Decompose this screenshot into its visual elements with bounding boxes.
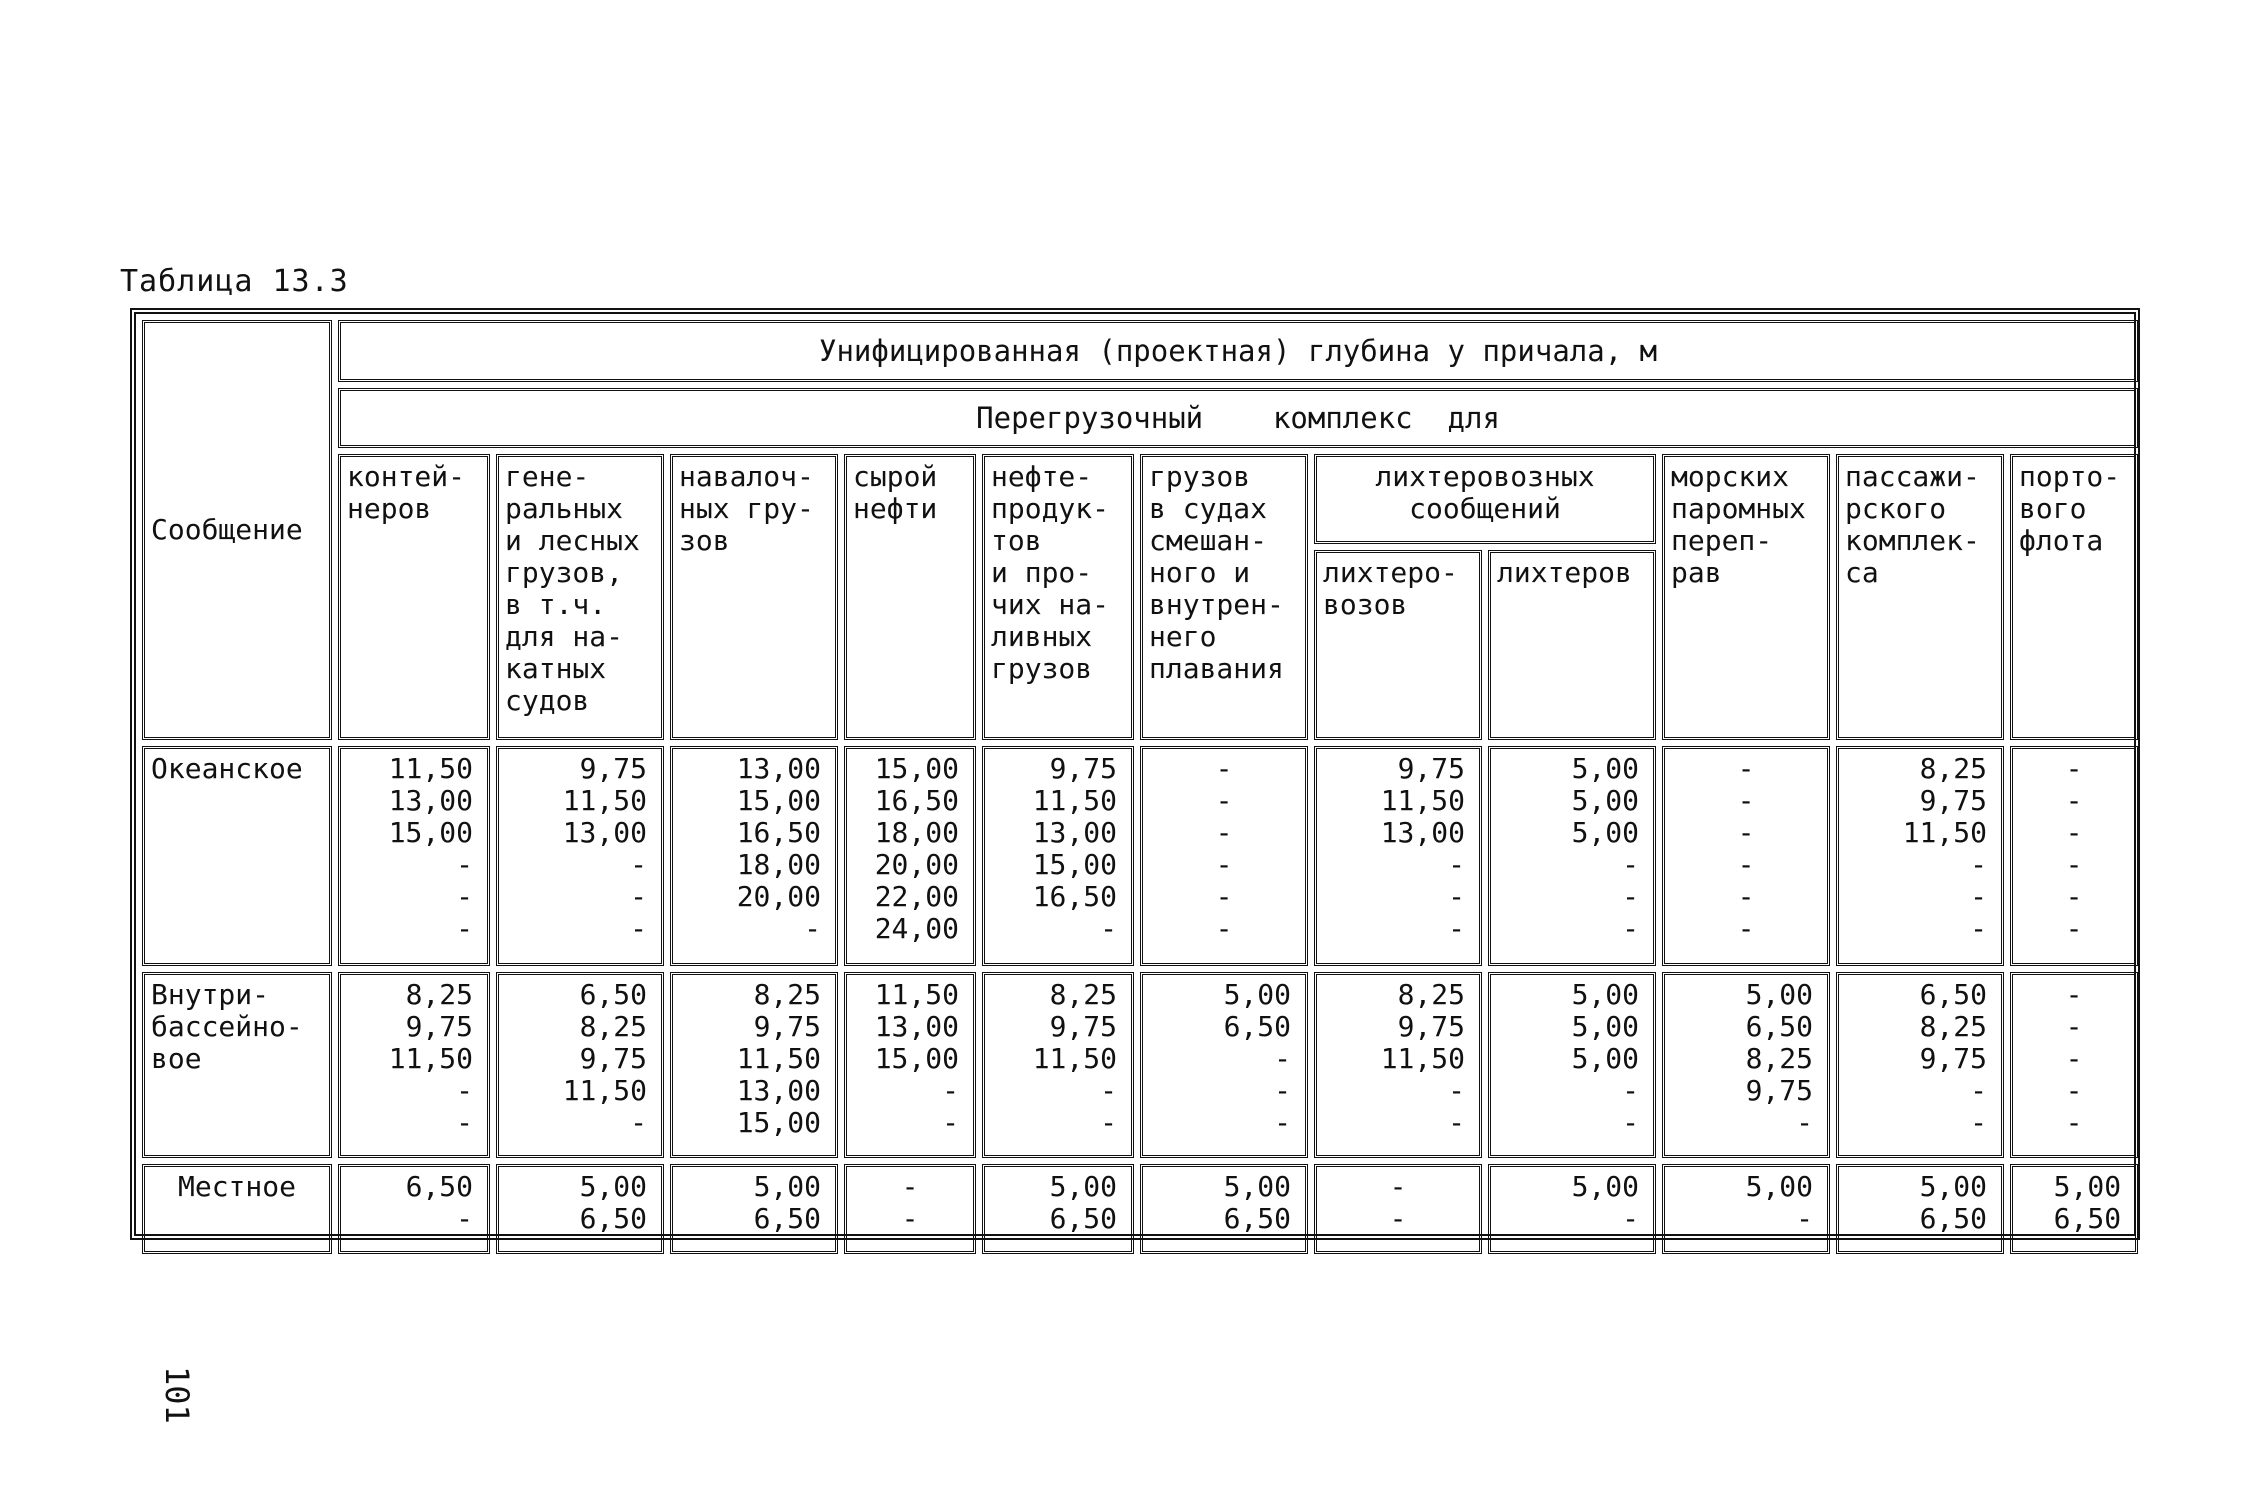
table-cell: 15,00 16,50 18,00 20,00 22,00 24,00 — [844, 746, 976, 966]
col-header-ferry: морских паромных переп- рав — [1662, 454, 1830, 740]
table-cell: - - — [844, 1164, 976, 1254]
subgroup-title: Перегрузочный комплекс для — [338, 388, 2138, 448]
table-cell: 8,25 9,75 11,50 - - — [982, 972, 1134, 1158]
table-cell: 5,00 6,50 — [1836, 1164, 2004, 1254]
table-cell: - - - - - — [2010, 972, 2138, 1158]
table-cell: 5,00 - — [1662, 1164, 1830, 1254]
col-header-containers: контей- неров — [338, 454, 490, 740]
table-cell: 8,25 9,75 11,50 - - — [1314, 972, 1482, 1158]
col-header-port-fleet: порто- вого флота — [2010, 454, 2138, 740]
col-header-lighter-carriers: лихтеро- возов — [1314, 550, 1482, 740]
table-cell: 8,25 9,75 11,50 - - — [338, 972, 490, 1158]
table-row — [142, 972, 2138, 1158]
group-title: Унифицированная (проектная) глубина у причала, м — [338, 320, 2138, 382]
table-cell: 9,75 11,50 13,00 - - - — [1314, 746, 1482, 966]
table-caption: Таблица 13.3 — [120, 264, 349, 299]
table-cell: 6,50 8,25 9,75 11,50 - — [496, 972, 664, 1158]
table-cell: - - — [1314, 1164, 1482, 1254]
col-header-crude-oil: сырой нефти — [844, 454, 976, 740]
table-cell: - - - - - - — [1140, 746, 1308, 966]
table-cell: 5,00 - — [1488, 1164, 1656, 1254]
row-name-local: Местное — [142, 1164, 332, 1254]
table-cell: 5,00 6,50 — [2010, 1164, 2138, 1254]
col-header-general-cargo: гене- ральных и лесных грузов, в т.ч. для на- катных судов — [496, 454, 664, 740]
table-cell: - - - - - - — [2010, 746, 2138, 966]
depth-table — [136, 314, 2144, 1260]
col-header-oil-products: нефте- продук- тов и про- чих на- ливных грузов — [982, 454, 1134, 740]
table-row — [142, 1164, 2138, 1254]
table-cell: 8,25 9,75 11,50 13,00 15,00 — [670, 972, 838, 1158]
row-name-intrabasin: Внутри- бассейно- вое — [142, 972, 332, 1158]
col-header-bulk: навалоч- ных гру- зов — [670, 454, 838, 740]
table-cell: 8,25 9,75 11,50 - - - — [1836, 746, 2004, 966]
table-cell: 6,50 - — [338, 1164, 490, 1254]
row-header-label: Сообщение — [142, 320, 332, 740]
table-cell: 9,75 11,50 13,00 15,00 16,50 - — [982, 746, 1134, 966]
table-cell: 5,00 5,00 5,00 - - - — [1488, 746, 1656, 966]
table-cell: 11,50 13,00 15,00 - - - — [338, 746, 490, 966]
table-cell: - - - - - - — [1662, 746, 1830, 966]
row-name-ocean: Океанское — [142, 746, 332, 966]
col-header-mixed-navigation: грузов в судах смешан- ного и внутрен- него плавания — [1140, 454, 1308, 740]
table-cell: 6,50 8,25 9,75 - - — [1836, 972, 2004, 1158]
col-header-lighters: лихтеров — [1488, 550, 1656, 740]
table-cell: 5,00 6,50 8,25 9,75 - — [1662, 972, 1830, 1158]
page-number: 101 — [158, 1366, 196, 1424]
col-header-passenger: пассажи- рского комплек- са — [1836, 454, 2004, 740]
table-cell: 9,75 11,50 13,00 - - - — [496, 746, 664, 966]
table-cell: 5,00 6,50 — [982, 1164, 1134, 1254]
col-header-lighter-group: лихтеровозных сообщений — [1314, 454, 1656, 544]
table-cell: 13,00 15,00 16,50 18,00 20,00 - — [670, 746, 838, 966]
table-cell: 5,00 5,00 5,00 - - — [1488, 972, 1656, 1158]
table-cell: 5,00 6,50 — [670, 1164, 838, 1254]
table-cell: 5,00 6,50 — [1140, 1164, 1308, 1254]
table-row — [142, 746, 2138, 966]
table-cell: 5,00 6,50 - - - — [1140, 972, 1308, 1158]
table-cell: 11,50 13,00 15,00 - - — [844, 972, 976, 1158]
table-cell: 5,00 6,50 — [496, 1164, 664, 1254]
